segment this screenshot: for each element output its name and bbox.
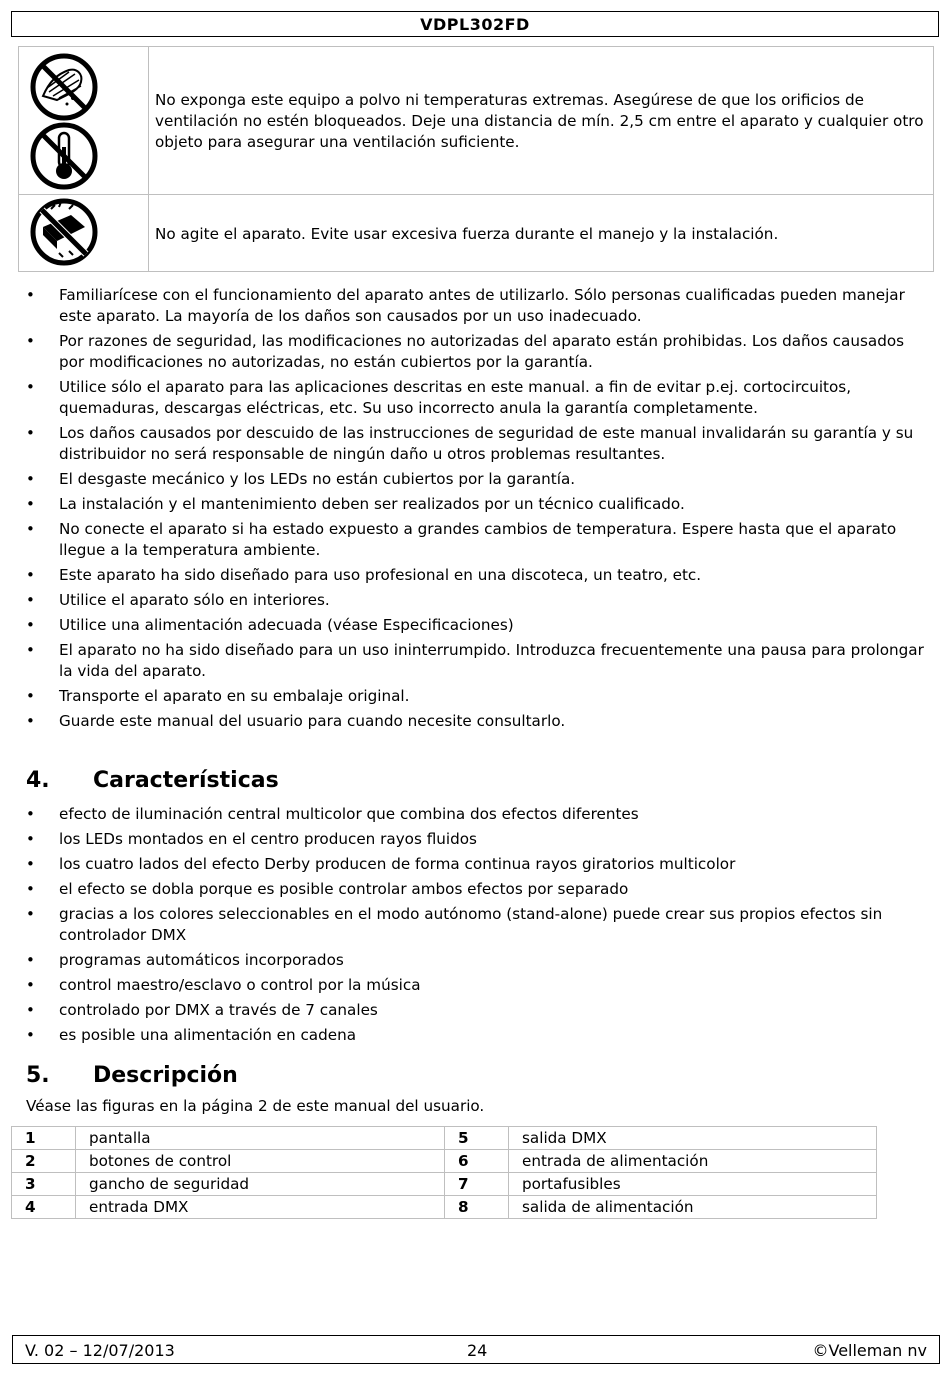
list-item: • El aparato no ha sido diseñado para un uso ininterrumpido. Introduzca frecuentemente una pausa para prolongar la vida del aparato. xyxy=(26,640,931,682)
part-number: 1 xyxy=(12,1127,76,1150)
no-shaking-icon xyxy=(29,197,99,267)
part-number: 7 xyxy=(445,1173,509,1196)
part-label: portafusibles xyxy=(509,1173,877,1196)
part-label: entrada DMX xyxy=(76,1196,445,1219)
list-item: • los cuatro lados del efecto Derby producen de forma continua rayos giratorios multicolor xyxy=(26,854,931,875)
list-item: • La instalación y el mantenimiento deben ser realizados por un técnico cualificado. xyxy=(26,494,931,515)
list-item: • el efecto se dobla porque es posible controlar ambos efectos por separado xyxy=(26,879,931,900)
list-item: • Familiarícese con el funcionamiento del aparato antes de utilizarlo. Sólo personas cualificadas pueden manejar este aparato. La mayoría de los daños son causados por un uso inadecuado. xyxy=(26,285,931,327)
page-footer xyxy=(12,1335,940,1364)
part-number: 4 xyxy=(12,1196,76,1219)
list-item: • Utilice una alimentación adecuada (véase Especificaciones) xyxy=(26,615,931,636)
table-divider xyxy=(19,194,933,195)
list-item: • Utilice sólo el aparato para las aplicaciones descritas en este manual. a fin de evitar p.ej. cortocircuitos, quemaduras, descargas eléctricas, etc. Su uso incorrecto anula la garantía completamente. xyxy=(26,377,931,419)
part-number: 2 xyxy=(12,1150,76,1173)
list-item: • Transporte el aparato en su embalaje original. xyxy=(26,686,931,707)
list-item: • programas automáticos incorporados xyxy=(26,950,931,971)
list-item: • los LEDs montados en el centro producen rayos fluidos xyxy=(26,829,931,850)
page-header xyxy=(11,11,939,37)
no-extreme-temperature-icon xyxy=(29,121,99,191)
footer-copyright: ©Velleman nv xyxy=(812,1341,927,1360)
list-item: • gracias a los colores seleccionables en el modo autónomo (stand-alone) puede crear sus propios efectos sin controlador DMX xyxy=(26,904,931,946)
part-label: pantalla xyxy=(76,1127,445,1150)
section-title: Características xyxy=(93,768,279,793)
part-number: 8 xyxy=(445,1196,509,1219)
part-label: entrada de alimentación xyxy=(509,1150,877,1173)
part-number: 5 xyxy=(445,1127,509,1150)
list-item: • Guarde este manual del usuario para cuando necesite consultarlo. xyxy=(26,711,931,732)
list-item: • control maestro/esclavo o control por la música xyxy=(26,975,931,996)
part-number: 3 xyxy=(12,1173,76,1196)
footer-page-number: 24 xyxy=(467,1341,488,1360)
part-label: botones de control xyxy=(76,1150,445,1173)
list-item: • No conecte el aparato si ha estado expuesto a grandes cambios de temperatura. Espere hasta que el aparato llegue a la temperatura ambiente. xyxy=(26,519,931,561)
table-row xyxy=(12,1196,877,1219)
list-item: • Este aparato ha sido diseñado para uso profesional en una discoteca, un teatro, etc. xyxy=(26,565,931,586)
warning-text: No exponga este equipo a polvo ni temperaturas extremas. Asegúrese de que los orificios de ventilación no estén bloqueados. Deje una distancia de mín. 2,5 cm entre el aparato y cualquier otro objeto para asegurar una ventilación suficiente. xyxy=(155,91,924,151)
warning-table xyxy=(18,46,934,272)
description-note: Véase las figuras en la página 2 de este manual del usuario. xyxy=(26,1097,485,1115)
list-item: • El desgaste mecánico y los LEDs no están cubiertos por la garantía. xyxy=(26,469,931,490)
safety-bullet-list xyxy=(26,285,931,736)
section-number: 4. xyxy=(26,768,50,793)
section-heading xyxy=(26,1062,238,1090)
part-label: salida de alimentación xyxy=(509,1196,877,1219)
table-divider xyxy=(148,47,149,271)
table-row xyxy=(12,1173,877,1196)
warning-text: No agite el aparato. Evite usar excesiva fuerza durante el manejo y la instalación. xyxy=(155,225,779,243)
part-label: salida DMX xyxy=(509,1127,877,1150)
list-item: • Utilice el aparato sólo en interiores. xyxy=(26,590,931,611)
list-item: • efecto de iluminación central multicolor que combina dos efectos diferentes xyxy=(26,804,931,825)
section-heading xyxy=(26,767,279,795)
footer-version: V. 02 – 12/07/2013 xyxy=(25,1341,175,1360)
section-number: 5. xyxy=(26,1063,50,1088)
table-row xyxy=(12,1127,877,1150)
list-item: • Por razones de seguridad, las modificaciones no autorizadas del aparato están prohibidas. Los daños causados por modificaciones no autorizadas, no están cubiertos por la garantía. xyxy=(26,331,931,373)
table-row xyxy=(12,1150,877,1173)
features-bullet-list xyxy=(26,804,931,1050)
list-item: • es posible una alimentación en cadena xyxy=(26,1025,931,1046)
part-label: gancho de seguridad xyxy=(76,1173,445,1196)
list-item: • Los daños causados por descuido de las instrucciones de seguridad de este manual invalidarán su garantía y su distribuidor no será responsable de ningún daño u otros problemas resultantes. xyxy=(26,423,931,465)
section-title: Descripción xyxy=(93,1063,238,1088)
header-title: VDPL302FD xyxy=(420,15,530,34)
list-item: • controlado por DMX a través de 7 canales xyxy=(26,1000,931,1021)
no-dust-icon xyxy=(29,52,99,122)
parts-table xyxy=(11,1126,877,1219)
part-number: 6 xyxy=(445,1150,509,1173)
